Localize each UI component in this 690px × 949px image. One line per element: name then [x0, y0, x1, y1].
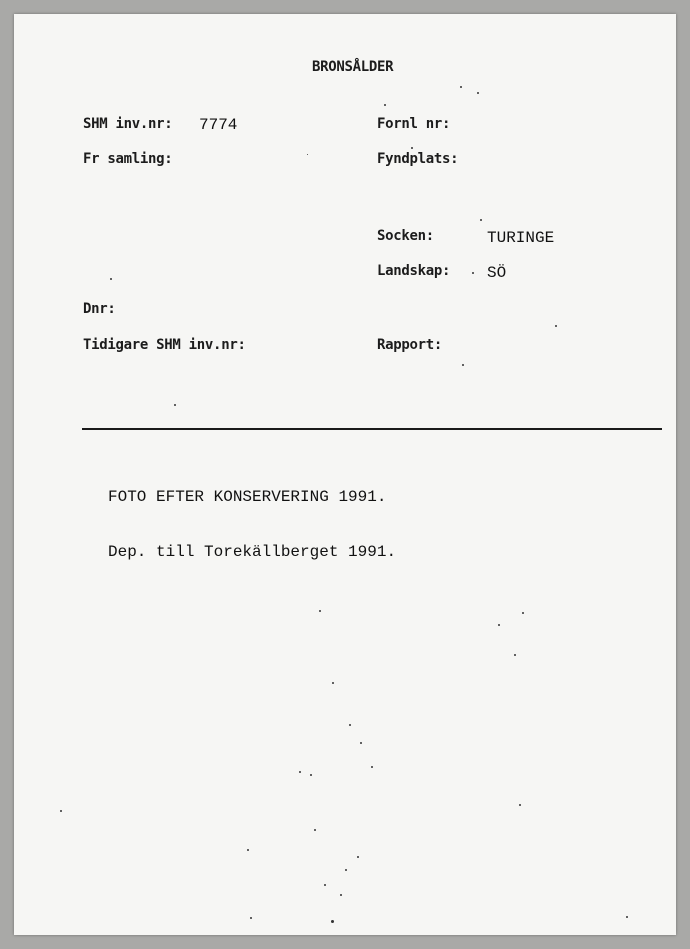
fyndplats-label: Fyndplats: [377, 151, 459, 167]
divider-line [82, 428, 662, 430]
socken-label: Socken: [377, 228, 434, 244]
tidigare-shm-inv-label: Tidigare SHM inv.nr: [83, 337, 246, 353]
shm-inv-value: 7774 [199, 116, 238, 134]
document-card [14, 14, 676, 935]
fr-samling-label: Fr samling: [83, 151, 173, 167]
fornl-label: Fornl nr: [377, 116, 451, 132]
note-line-1: FOTO EFTER KONSERVERING 1991. [108, 488, 387, 506]
card-title: BRONSÅLDER [312, 59, 394, 75]
landskap-value: SÖ [487, 264, 507, 282]
shm-inv-label: SHM inv.nr: [83, 116, 173, 132]
socken-value: TURINGE [487, 229, 555, 247]
landskap-label: Landskap: [377, 263, 451, 279]
rapport-label: Rapport: [377, 337, 443, 353]
note-line-2: Dep. till Torekällberget 1991. [108, 543, 397, 561]
dnr-label: Dnr: [83, 301, 116, 317]
